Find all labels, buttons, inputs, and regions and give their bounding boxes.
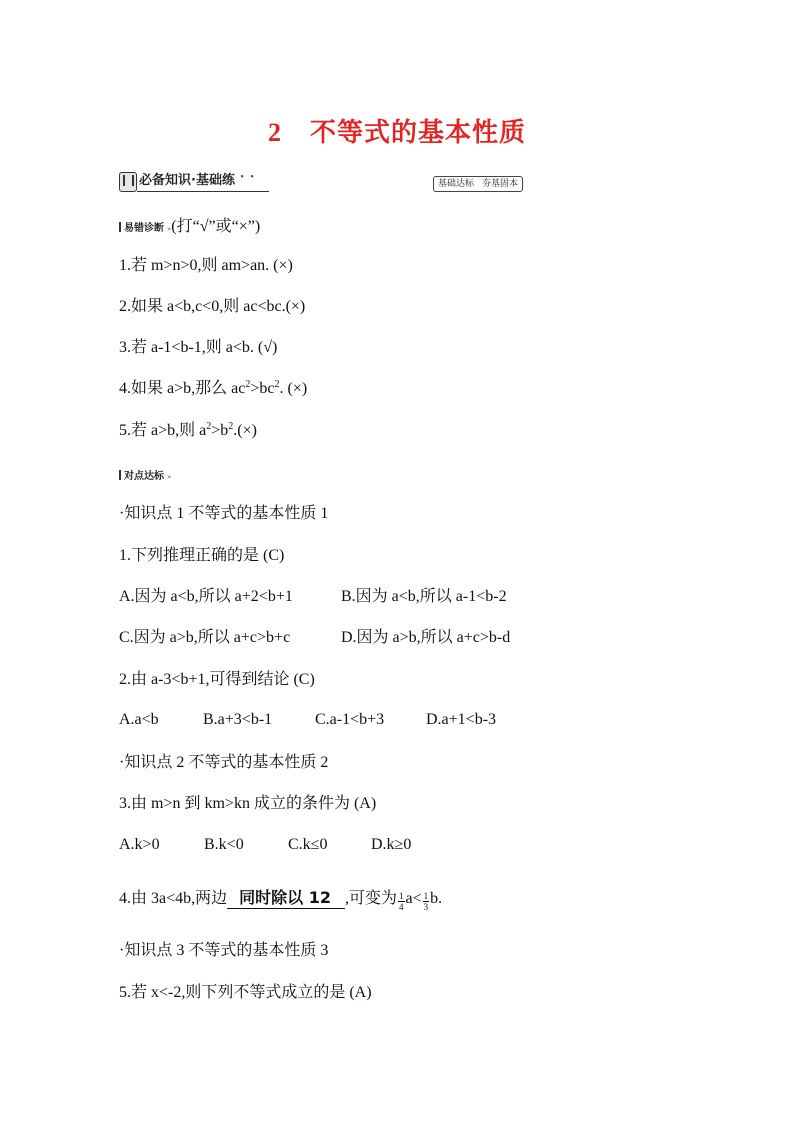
book-icon bbox=[119, 172, 137, 192]
diagnosis-item-1: 1.若 m>n>0,则 am>an. (×) bbox=[119, 257, 293, 274]
tag-right: 夯基固本 bbox=[482, 179, 519, 189]
section-title: 不等式的基本性质 bbox=[309, 118, 526, 148]
question-4 bbox=[119, 888, 442, 912]
fraction-numerator: 1 bbox=[423, 891, 429, 901]
option-c: C.因为 a>b,所以 a+c>b+c bbox=[119, 629, 291, 646]
option-b: B.因为 a<b,所以 a-1<b-2 bbox=[341, 588, 507, 605]
item-4-exponent: 2 bbox=[274, 379, 280, 390]
diagnosis-heading bbox=[119, 213, 260, 236]
banner-underline bbox=[137, 191, 269, 192]
practice-heading bbox=[119, 467, 171, 482]
item-5-exponent: 2 bbox=[228, 421, 234, 432]
section-banner bbox=[119, 172, 269, 192]
practice-heading-label: 对点达标 bbox=[124, 471, 164, 482]
option-a: A.k>0 bbox=[119, 836, 160, 853]
option-d: D.因为 a>b,所以 a+c>b-d bbox=[341, 629, 511, 646]
answer-blank: 同时除以 12 bbox=[227, 888, 345, 909]
section-number: 2 bbox=[267, 118, 282, 147]
diagnosis-instruction: (打“√”或“×”) bbox=[171, 218, 261, 235]
chevron-double-right-icon: » bbox=[167, 473, 172, 481]
question-2: 2.由 a-3<b+1,可得到结论 (C) bbox=[119, 671, 315, 688]
option-b: B.a+3<b-1 bbox=[203, 711, 273, 728]
question-2-options bbox=[119, 710, 496, 730]
option-b: B.k<0 bbox=[204, 836, 244, 853]
diagnosis-item-2: 2.如果 a<b,c<0,则 ac<bc.(×) bbox=[119, 298, 306, 315]
page-title bbox=[0, 112, 794, 149]
banner-label: 必备知识·基础练 bbox=[139, 173, 235, 188]
question-1-options-row-1 bbox=[119, 587, 507, 607]
item-4-text: 4.如果 a>b,那么 ac bbox=[119, 380, 246, 397]
question-1-options-row-2 bbox=[119, 628, 510, 648]
item-5-text: >b bbox=[211, 422, 229, 439]
item-5-text: 5.若 a>b,则 a bbox=[119, 422, 207, 439]
question-4-text: b. bbox=[430, 890, 443, 907]
fraction bbox=[423, 891, 430, 912]
item-4-text: . (×) bbox=[279, 380, 308, 397]
question-3-options bbox=[119, 835, 411, 855]
heading-bar bbox=[119, 222, 121, 232]
question-4-text: 4.由 3a<4b,两边 bbox=[119, 890, 228, 907]
fraction-denominator: 3 bbox=[423, 902, 429, 912]
level-tag bbox=[433, 176, 523, 192]
fraction bbox=[398, 891, 405, 912]
item-4-exponent: 2 bbox=[245, 379, 251, 390]
question-4-text: a< bbox=[405, 890, 422, 907]
option-d: D.a+1<b-3 bbox=[426, 711, 497, 728]
option-d: D.k≥0 bbox=[371, 836, 412, 853]
item-4-text: >bc bbox=[250, 380, 275, 397]
knowledge-point-3: ·知识点 3 不等式的基本性质 3 bbox=[119, 942, 329, 959]
diagnosis-item-4 bbox=[119, 379, 307, 399]
item-5-exponent: 2 bbox=[206, 421, 212, 432]
fraction-denominator: 4 bbox=[399, 902, 404, 912]
heading-bar bbox=[119, 470, 121, 480]
knowledge-point-2: ·知识点 2 不等式的基本性质 2 bbox=[119, 754, 329, 771]
question-3: 3.由 m>n 到 km>kn 成立的条件为 (A) bbox=[119, 795, 377, 812]
question-4-text: ,可变为 bbox=[344, 890, 397, 907]
knowledge-point-1: ·知识点 1 不等式的基本性质 1 bbox=[119, 505, 329, 522]
diagnosis-heading-label: 易错诊断 bbox=[124, 223, 164, 234]
tag-left: 基础达标 bbox=[438, 179, 475, 189]
option-c: C.k≤0 bbox=[288, 836, 328, 853]
banner-dots: •- • • bbox=[225, 172, 256, 183]
diagnosis-item-5 bbox=[119, 421, 257, 441]
option-a: A.因为 a<b,所以 a+2<b+1 bbox=[119, 588, 293, 605]
option-a: A.a<b bbox=[119, 711, 159, 728]
question-5: 5.若 x<-2,则下列不等式成立的是 (A) bbox=[119, 984, 372, 1001]
option-c: C.a-1<b+3 bbox=[315, 711, 385, 728]
chevron-double-right-icon: » bbox=[167, 225, 172, 233]
diagnosis-item-3: 3.若 a-1<b-1,则 a<b. (√) bbox=[119, 339, 278, 356]
question-1: 1.下列推理正确的是 (C) bbox=[119, 547, 285, 564]
item-5-text: .(×) bbox=[233, 422, 257, 439]
fraction-numerator: 1 bbox=[399, 891, 404, 901]
